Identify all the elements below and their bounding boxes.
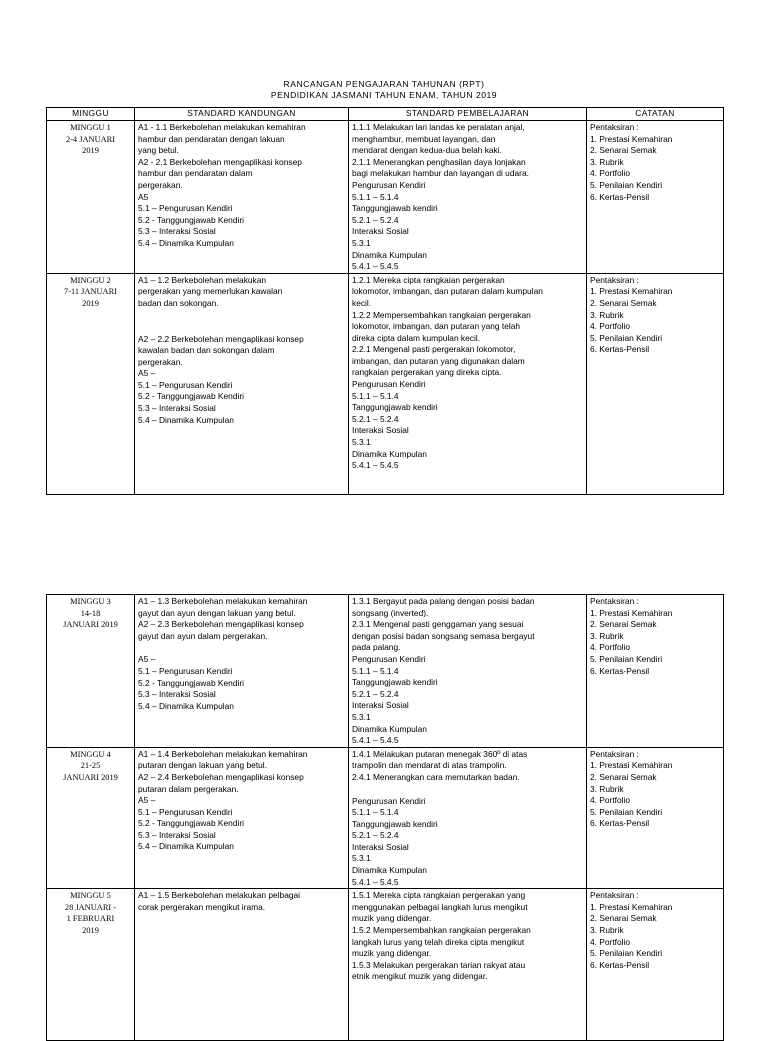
week-line: 2019 bbox=[82, 146, 99, 156]
pembelajaran-line: 5.3.1 bbox=[352, 711, 371, 722]
pembelajaran-cell bbox=[349, 273, 587, 494]
pembelajaran-line: Dinamika Kumpulan bbox=[352, 865, 427, 876]
kandungan-line: corak pergerakan mengikut irama. bbox=[138, 901, 266, 912]
catatan-line: Pentaksiran : bbox=[590, 748, 639, 759]
pembelajaran-line: 2.3.1 Mengenal pasti genggaman yang sesuai bbox=[352, 619, 524, 630]
document-title: RANCANGAN PENGAJARAN TAHUNAN (RPT) bbox=[283, 79, 485, 89]
table-row bbox=[47, 273, 724, 494]
week-cell bbox=[47, 273, 135, 494]
kandungan-line: 5.2 - Tanggungjawab Kendiri bbox=[138, 391, 245, 402]
catatan-line: 5. Penilaian Kendiri bbox=[590, 948, 663, 959]
catatan-line: 2. Senarai Semak bbox=[590, 771, 657, 782]
pembelajaran-line: Interaksi Sosial bbox=[352, 841, 409, 852]
pembelajaran-line: trampolin dan mendarat di atas trampolin. bbox=[352, 760, 507, 771]
kandungan-line bbox=[138, 322, 345, 334]
pembelajaran-line: 1.5.1 Mereka cipta rangkaian pergerakan yang bbox=[352, 890, 526, 901]
pembelajaran-line: menghambur, membuat layangan, dan bbox=[352, 133, 496, 144]
kandungan-line: A2 – 2.3 Berkebolehan mengaplikasi konsep bbox=[138, 619, 304, 630]
week-line: 14-18 bbox=[80, 608, 101, 618]
kandungan-line: 5.3 – Interaksi Sosial bbox=[138, 829, 216, 840]
catatan-cell bbox=[587, 121, 724, 274]
catatan-line: 6. Kertas-Pensil bbox=[590, 191, 650, 202]
pembelajaran-line: 5.2.1 – 5.2.4 bbox=[352, 214, 399, 225]
pembelajaran-line: Tanggungjawab kendiri bbox=[352, 677, 438, 688]
pembelajaran-line: Tanggungjawab kendiri bbox=[352, 818, 438, 829]
catatan-line: 3. Rubrik bbox=[590, 783, 624, 794]
pembelajaran-line: dengan posisi badan songsang semasa bergayut bbox=[352, 630, 535, 641]
kandungan-line: 5.4 – Dinamika Kumpulan bbox=[138, 414, 234, 425]
pembelajaran-line: 5.1.1 – 5.1.4 bbox=[352, 665, 399, 676]
catatan-line: 1. Prestasi Kemahiran bbox=[590, 286, 673, 297]
pembelajaran-line: 2.1.1 Menerangkan penghasilan daya lonjakan bbox=[352, 156, 526, 167]
pembelajaran-line: 1.1.1 Melakukan lari landas ke peralatan anjal, bbox=[352, 122, 525, 132]
pembelajaran-line: 1.5.3 Melakukan pergerakan tarian rakyat atau bbox=[352, 959, 526, 970]
kandungan-line: pergerakan. bbox=[138, 179, 183, 190]
pembelajaran-cell bbox=[349, 747, 587, 889]
kandungan-line: A5 – bbox=[138, 368, 156, 379]
pembelajaran-line: lokomotor, imbangan, dan putaran yang telah bbox=[352, 321, 521, 332]
pembelajaran-line: 5.3.1 bbox=[352, 853, 371, 864]
kandungan-line: kawalan badan dan sokongan dalam bbox=[138, 345, 275, 356]
document-subtitle: PENDIDIKAN JASMANI TAHUN ENAM, TAHUN 2019 bbox=[270, 90, 498, 100]
catatan-line: 1. Prestasi Kemahiran bbox=[590, 133, 673, 144]
pembelajaran-line: direka cipta dalam kumpulan kecil. bbox=[352, 332, 481, 343]
pembelajaran-line bbox=[352, 784, 583, 796]
table-row bbox=[47, 889, 724, 1041]
week-line: MINGGU 3 bbox=[70, 597, 111, 606]
pembelajaran-line: Dinamika Kumpulan bbox=[352, 448, 427, 459]
kandungan-line: A2 - 2.1 Berkebolehan mengaplikasi konsep bbox=[138, 156, 302, 167]
kandungan-line: 5.3 – Interaksi Sosial bbox=[138, 226, 216, 237]
kandungan-line: gayut dan ayun dalam pergerakan. bbox=[138, 630, 268, 641]
pembelajaran-line: Dinamika Kumpulan bbox=[352, 723, 427, 734]
week-line: MINGGU 1 bbox=[70, 123, 111, 132]
kandungan-line: 5.1 – Pengurusan Kendiri bbox=[138, 379, 233, 390]
pembelajaran-line: 5.1.1 – 5.1.4 bbox=[352, 191, 399, 202]
catatan-line: 5. Penilaian Kendiri bbox=[590, 653, 663, 664]
kandungan-line: 5.4 – Dinamika Kumpulan bbox=[138, 700, 234, 711]
catatan-line: 2. Senarai Semak bbox=[590, 619, 657, 630]
week-line: 2-4 JANUARI bbox=[65, 134, 116, 144]
pembelajaran-line: 5.4.1 – 5.4.5 bbox=[352, 261, 399, 272]
table-row bbox=[47, 121, 724, 274]
pembelajaran-line: Pengurusan Kendiri bbox=[352, 379, 426, 390]
kandungan-line: 5.1 – Pengurusan Kendiri bbox=[138, 203, 233, 214]
kandungan-line: yang betul. bbox=[138, 145, 179, 156]
rpt-table-page-2 bbox=[46, 594, 724, 1041]
rpt-table-page-1 bbox=[46, 107, 724, 495]
header-minggu: MINGGU bbox=[47, 108, 135, 121]
pembelajaran-line: 1.5.2 Mempersembahkan rangkaian pergerakan bbox=[352, 925, 531, 936]
pembelajaran-line: lokomotor, imbangan, dan putaran dalam kumpulan bbox=[352, 286, 543, 297]
catatan-line: 4. Portfolio bbox=[590, 168, 631, 179]
week-line: JANUARI 2019 bbox=[63, 620, 118, 630]
pembelajaran-line: 2.4.1 Menerangkan cara memutarkan badan. bbox=[352, 771, 520, 782]
week-cell bbox=[47, 747, 135, 889]
pembelajaran-line: Tanggungjawab kendiri bbox=[352, 402, 438, 413]
catatan-cell bbox=[587, 595, 724, 748]
pembelajaran-line: 5.3.1 bbox=[352, 437, 371, 448]
pembelajaran-line: 5.3.1 bbox=[352, 237, 371, 248]
catatan-line: 3. Rubrik bbox=[590, 156, 624, 167]
kandungan-cell bbox=[135, 889, 349, 1041]
header-standard-pembelajaran: STANDARD PEMBELAJARAN bbox=[349, 108, 587, 121]
pembelajaran-cell bbox=[349, 121, 587, 274]
pembelajaran-line: 5.2.1 – 5.2.4 bbox=[352, 830, 399, 841]
catatan-cell bbox=[587, 273, 724, 494]
kandungan-line: hambur dan pendaratan dalam bbox=[138, 168, 253, 179]
pembelajaran-line: 5.4.1 – 5.4.5 bbox=[352, 460, 399, 471]
pembelajaran-line: rangkaian pergerakan yang direka cipta. bbox=[352, 367, 502, 378]
week-cell bbox=[47, 595, 135, 748]
pembelajaran-line: mendarat dengan kedua-dua belah kaki. bbox=[352, 145, 502, 156]
catatan-line: 3. Rubrik bbox=[590, 630, 624, 641]
catatan-line: 5. Penilaian Kendiri bbox=[590, 179, 663, 190]
week-line: JANUARI 2019 bbox=[63, 772, 118, 782]
catatan-line: 6. Kertas-Pensil bbox=[590, 959, 650, 970]
catatan-line: 4. Portfolio bbox=[590, 795, 631, 806]
week-line: MINGGU 5 bbox=[70, 891, 111, 901]
pembelajaran-line: muzik yang didengar. bbox=[352, 948, 432, 959]
kandungan-line: gayut dan ayun dengan lakuan yang betul. bbox=[138, 607, 296, 618]
week-line: 1 FEBRUARI bbox=[66, 914, 115, 924]
pembelajaran-line: Interaksi Sosial bbox=[352, 425, 409, 436]
week-line: MINGGU 4 bbox=[70, 749, 111, 759]
pembelajaran-line: langkah lurus yang telah direka cipta mengikut bbox=[352, 936, 525, 947]
week-line: 2019 bbox=[82, 298, 99, 308]
pembelajaran-line: Interaksi Sosial bbox=[352, 700, 409, 711]
pembelajaran-line: Dinamika Kumpulan bbox=[352, 249, 427, 260]
kandungan-line bbox=[138, 642, 345, 654]
catatan-line: Pentaksiran : bbox=[590, 274, 639, 285]
catatan-cell bbox=[587, 747, 724, 889]
kandungan-line: 5.2 - Tanggungjawab Kendiri bbox=[138, 214, 245, 225]
kandungan-cell bbox=[135, 121, 349, 274]
kandungan-line: A1 – 1.4 Berkebolehan melakukan kemahiran bbox=[138, 748, 308, 759]
pembelajaran-line: menggunakan pelbagai langkah lurus mengikut bbox=[352, 901, 528, 912]
pembelajaran-cell bbox=[349, 889, 587, 1041]
catatan-line: Pentaksiran : bbox=[590, 122, 639, 132]
pembelajaran-line: 1.2.1 Mereka cipta rangkaian pergerakan bbox=[352, 274, 505, 285]
catatan-line: 2. Senarai Semak bbox=[590, 297, 657, 308]
pembelajaran-line: 5.1.1 – 5.1.4 bbox=[352, 807, 399, 818]
week-line: 7-11 JANUARI bbox=[64, 287, 117, 297]
pembelajaran-line: 1.2.2 Mempersembahkan rangkaian pergerakan bbox=[352, 309, 531, 320]
pembelajaran-line: 5.2.1 – 5.2.4 bbox=[352, 413, 399, 424]
header-standard-kandungan: STANDARD KANDUNGAN bbox=[135, 108, 349, 121]
pembelajaran-line: 5.2.1 – 5.2.4 bbox=[352, 688, 399, 699]
catatan-line: 2. Senarai Semak bbox=[590, 145, 657, 156]
week-cell bbox=[47, 121, 135, 274]
catatan-line: 6. Kertas-Pensil bbox=[590, 344, 650, 355]
pembelajaran-line: kecil. bbox=[352, 297, 372, 308]
kandungan-line: A2 – 2.2 Berkebolehan mengaplikasi konsep bbox=[138, 333, 304, 344]
kandungan-line: putaran dalam pergerakan. bbox=[138, 783, 239, 794]
catatan-line: 2. Senarai Semak bbox=[590, 913, 657, 924]
pembelajaran-line: 1.4.1 Melakukan putaran menegak 360º di atas bbox=[352, 748, 528, 759]
kandungan-line: A5 bbox=[138, 191, 149, 202]
kandungan-line: 5.3 – Interaksi Sosial bbox=[138, 403, 216, 414]
kandungan-line: hambur dan pendaratan dengan lakuan bbox=[138, 133, 285, 144]
pembelajaran-line: 5.4.1 – 5.4.5 bbox=[352, 735, 399, 746]
week-line: 2019 bbox=[82, 926, 99, 936]
kandungan-cell bbox=[135, 595, 349, 748]
kandungan-line: 5.4 – Dinamika Kumpulan bbox=[138, 237, 234, 248]
pembelajaran-line: Interaksi Sosial bbox=[352, 226, 409, 237]
kandungan-line: putaran dengan lakuan yang betul. bbox=[138, 760, 267, 771]
catatan-line: 3. Rubrik bbox=[590, 309, 624, 320]
catatan-line: 3. Rubrik bbox=[590, 925, 624, 936]
table-row bbox=[47, 595, 724, 748]
kandungan-line: A1 - 1.1 Berkebolehan melakukan kemahiran bbox=[138, 122, 306, 132]
pembelajaran-line: Tanggungjawab kendiri bbox=[352, 203, 438, 214]
catatan-line: 6. Kertas-Pensil bbox=[590, 818, 650, 829]
kandungan-line: 5.1 – Pengurusan Kendiri bbox=[138, 665, 233, 676]
catatan-line: 5. Penilaian Kendiri bbox=[590, 332, 663, 343]
kandungan-line: pergerakan yang memerlukan kawalan bbox=[138, 286, 283, 297]
kandungan-line: A1 – 1.3 Berkebolehan melakukan kemahiran bbox=[138, 596, 308, 606]
kandungan-line: 5.2 - Tanggungjawab Kendiri bbox=[138, 677, 245, 688]
kandungan-line bbox=[138, 310, 345, 322]
kandungan-line: 5.3 – Interaksi Sosial bbox=[138, 689, 216, 700]
catatan-line: Pentaksiran : bbox=[590, 890, 639, 901]
kandungan-line: badan dan sokongan. bbox=[138, 297, 219, 308]
kandungan-cell bbox=[135, 747, 349, 889]
header-catatan: CATATAN bbox=[587, 108, 724, 121]
pembelajaran-line: muzik yang didengar. bbox=[352, 913, 432, 924]
kandungan-line: 5.2 - Tanggungjawab Kendiri bbox=[138, 818, 245, 829]
catatan-line: 1. Prestasi Kemahiran bbox=[590, 760, 673, 771]
pembelajaran-line: songsang (inverted). bbox=[352, 607, 429, 618]
kandungan-line: 5.1 – Pengurusan Kendiri bbox=[138, 806, 233, 817]
catatan-cell bbox=[587, 889, 724, 1041]
kandungan-cell bbox=[135, 273, 349, 494]
pembelajaran-line: Pengurusan Kendiri bbox=[352, 179, 426, 190]
catatan-line: Pentaksiran : bbox=[590, 596, 639, 606]
kandungan-line: 5.4 – Dinamika Kumpulan bbox=[138, 841, 234, 852]
pembelajaran-line: 2.2.1 Mengenal pasti pergerakan lokomotor, bbox=[352, 344, 516, 355]
kandungan-line: pergerakan. bbox=[138, 356, 183, 367]
kandungan-line: A1 – 1.5 Berkebolehan melakukan pelbagai bbox=[138, 890, 301, 901]
catatan-line: 5. Penilaian Kendiri bbox=[590, 806, 663, 817]
pembelajaran-cell bbox=[349, 595, 587, 748]
kandungan-line: A5 – bbox=[138, 654, 156, 665]
kandungan-line: A2 – 2.4 Berkebolehan mengaplikasi konsep bbox=[138, 771, 304, 782]
pembelajaran-line: imbangan, dan putaran yang digunakan dalam bbox=[352, 355, 525, 366]
pembelajaran-line: etnik mengikut muzik yang didengar. bbox=[352, 971, 488, 982]
table-header-row bbox=[47, 108, 724, 121]
catatan-line: 4. Portfolio bbox=[590, 642, 631, 653]
pembelajaran-line: 5.4.1 – 5.4.5 bbox=[352, 876, 399, 887]
table-row bbox=[47, 747, 724, 889]
pembelajaran-line: pada palang. bbox=[352, 642, 401, 653]
week-line: 28 JANUARI - bbox=[64, 902, 117, 912]
catatan-line: 1. Prestasi Kemahiran bbox=[590, 607, 673, 618]
pembelajaran-line: 1.3.1 Bergayut pada palang dengan posisi badan bbox=[352, 596, 535, 606]
pembelajaran-line: Pengurusan Kendiri bbox=[352, 653, 426, 664]
catatan-line: 4. Portfolio bbox=[590, 321, 631, 332]
pembelajaran-line: 5.1.1 – 5.1.4 bbox=[352, 390, 399, 401]
catatan-line: 6. Kertas-Pensil bbox=[590, 665, 650, 676]
pembelajaran-line: bagi melakukan hambur dan layangan di udara. bbox=[352, 168, 529, 179]
week-line: MINGGU 2 bbox=[70, 275, 111, 285]
catatan-line: 4. Portfolio bbox=[590, 936, 631, 947]
week-line: 21-25 bbox=[80, 761, 101, 771]
week-cell bbox=[47, 889, 135, 1041]
pembelajaran-line: Pengurusan Kendiri bbox=[352, 795, 426, 806]
catatan-line: 1. Prestasi Kemahiran bbox=[590, 901, 673, 912]
kandungan-line: A5 – bbox=[138, 795, 156, 806]
kandungan-line: A1 – 1.2 Berkebolehan melakukan bbox=[138, 274, 267, 285]
